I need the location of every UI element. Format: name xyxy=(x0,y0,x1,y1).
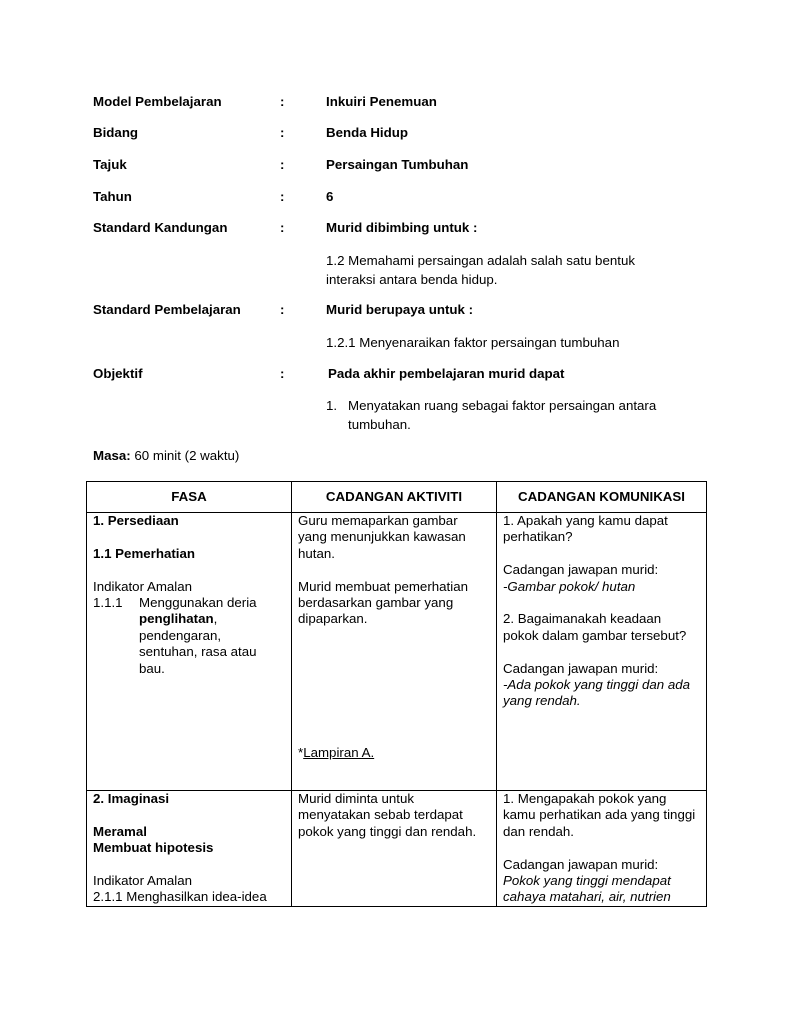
aktiviti-text-2: Murid membuat pemerhatian berdasarkan gambar yang dipaparkan. xyxy=(298,578,468,627)
aktiviti-text: Murid diminta untuk menyatakan sebab terdapat pokok yang tinggi dan rendah. xyxy=(298,791,477,839)
info-colon: : xyxy=(280,94,285,109)
fasa-title: 1. Persediaan xyxy=(93,513,179,528)
info-colon: : xyxy=(280,302,285,317)
komunikasi-question: 1. Mengapakah pokok yang kamu perhatikan ada yang tinggi dan rendah. xyxy=(503,791,696,839)
header-aktiviti: CADANGAN AKTIVITI xyxy=(292,482,497,513)
komunikasi-answer: Pokok yang tinggi mendapat cahaya matahari, air, nutrien xyxy=(503,873,671,905)
info-colon: : xyxy=(280,157,285,172)
fasa-cell xyxy=(87,791,292,907)
lesson-plan-table xyxy=(86,481,707,907)
indikator-label: Indikator Amalan xyxy=(93,578,193,594)
komunikasi-answer-label: Cadangan jawapan murid: xyxy=(503,660,659,676)
info-label: Model Pembelajaran xyxy=(93,94,222,109)
indikator-text-b: pendengaran, xyxy=(139,627,222,643)
info-value: 6 xyxy=(326,189,334,204)
indikator-line: 2.1.1 Menghasilkan idea-idea xyxy=(93,889,267,905)
aktiviti-text-1: Guru memaparkan gambar yang menunjukkan kawasan hutan. xyxy=(298,513,466,561)
masa-label: Masa: xyxy=(93,448,131,463)
fasa-subtitle: Membuat hipotesis xyxy=(93,840,214,856)
objektif-item xyxy=(326,396,696,434)
indikator-text-a: Menggunakan deria xyxy=(139,595,257,610)
indikator-item xyxy=(93,595,285,611)
info-label: Standard Pembelajaran xyxy=(93,302,241,317)
fasa-subtitle: Meramal xyxy=(93,823,147,839)
komunikasi-answer-label: Cadangan jawapan murid: xyxy=(503,562,659,578)
info-colon: : xyxy=(280,125,285,140)
info-label: Objektif xyxy=(93,366,143,381)
masa-line xyxy=(93,448,239,463)
komunikasi-cell xyxy=(497,513,707,791)
komunikasi-question: 2. Bagaimanakah keadaan pokok dalam gambar tersebut? xyxy=(503,611,687,643)
komunikasi-answer: -Gambar pokok/ hutan xyxy=(503,578,636,594)
info-label: Standard Kandungan xyxy=(93,220,228,235)
info-label: Tajuk xyxy=(93,157,127,172)
info-colon: : xyxy=(280,366,285,381)
header-fasa: FASA xyxy=(87,482,292,513)
table-row xyxy=(87,791,707,907)
info-value: Murid dibimbing untuk : xyxy=(326,220,478,235)
komunikasi-cell xyxy=(497,791,707,907)
info-value: Pada akhir pembelajaran murid dapat xyxy=(328,366,565,381)
info-value: Murid berupaya untuk : xyxy=(326,302,474,317)
indikator-line xyxy=(93,611,285,627)
table-header-row xyxy=(87,482,707,513)
lampiran-link[interactable]: Lampiran A. xyxy=(303,744,375,760)
header-komunikasi: CADANGAN KOMUNIKASI xyxy=(497,482,707,513)
info-colon: : xyxy=(280,220,285,235)
lampiran-ref xyxy=(298,745,490,761)
info-label: Tahun xyxy=(93,189,132,204)
info-colon: : xyxy=(280,189,285,204)
objektif-number: 1. xyxy=(326,398,338,413)
pembelajaran-detail: 1.2.1 Menyenaraikan faktor persaingan tumbuhan xyxy=(326,335,620,350)
info-value: Inkuiri Penemuan xyxy=(326,94,437,109)
komunikasi-answer-label: Cadangan jawapan murid: xyxy=(503,856,659,872)
indikator-text-c: sentuhan, rasa atau xyxy=(139,644,257,660)
info-value: Benda Hidup xyxy=(326,125,408,140)
indikator-comma: , xyxy=(213,611,218,627)
objektif-text: Menyatakan ruang sebagai faktor persaingan antara tumbuhan. xyxy=(348,398,657,432)
fasa-subtitle: 1.1 Pemerhatian xyxy=(93,545,195,561)
fasa-cell xyxy=(87,513,292,791)
info-value: Persaingan Tumbuhan xyxy=(326,157,469,172)
komunikasi-question: 1. Apakah yang kamu dapat perhatikan? xyxy=(503,513,668,545)
lampiran-star: * xyxy=(298,744,304,760)
masa-value: 60 minit (2 waktu) xyxy=(130,448,240,463)
kandungan-detail: 1.2 Memahami persaingan adalah salah satu bentuk interaksi antara benda hidup. xyxy=(326,253,635,287)
fasa-title: 2. Imaginasi xyxy=(93,791,170,806)
aktiviti-cell xyxy=(292,513,497,791)
indikator-bold: penglihatan xyxy=(139,611,214,627)
info-label: Bidang xyxy=(93,125,139,140)
indikator-text-d: bau. xyxy=(139,660,165,676)
aktiviti-cell xyxy=(292,791,497,907)
indikator-number: 1.1.1 xyxy=(93,595,123,610)
komunikasi-answer: -Ada pokok yang tinggi dan ada yang rendah. xyxy=(503,677,691,709)
indikator-label: Indikator Amalan xyxy=(93,873,193,888)
table-row xyxy=(87,513,707,791)
